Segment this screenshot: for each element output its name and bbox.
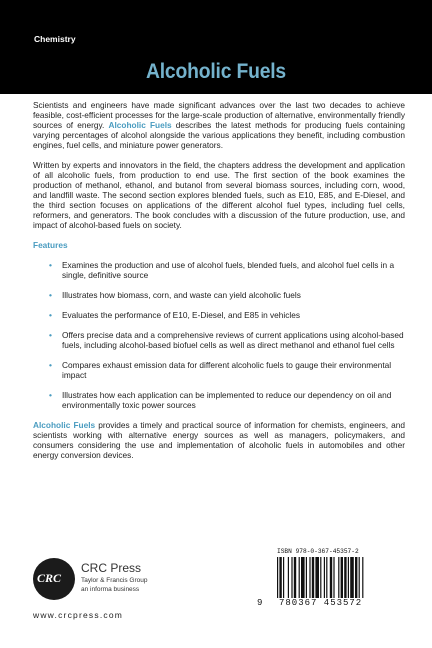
barcode-stripe bbox=[324, 557, 325, 598]
barcode-lead-digit: 9 bbox=[257, 598, 263, 608]
barcode-stripe bbox=[344, 557, 346, 598]
features-list bbox=[49, 260, 405, 410]
crc-logo-icon bbox=[33, 558, 75, 600]
bullet-icon: • bbox=[49, 310, 52, 320]
barcode-bars bbox=[277, 557, 397, 598]
feature-item bbox=[49, 360, 405, 380]
barcode-stripe bbox=[350, 557, 354, 598]
bullet-icon: • bbox=[49, 290, 52, 300]
barcode-stripe bbox=[333, 557, 334, 598]
closing-text: provides a timely and practical source of information for chemists, engineers, and scientists working with alternative energy sources as well as managers, policymakers, and consumers considering the use and implementation of alcoholic fuels in automobiles and other energy conversion devices. bbox=[33, 420, 405, 460]
feature-text: Compares exhaust emission data for different alcoholic fuels to gauge their environmental impact bbox=[62, 360, 392, 380]
description-paragraph-2: Written by experts and innovators in the field, the chapters address the development and application of all alcoholic fuels, from production to end use. The first section of the book examines the production of methanol, ethanol, and butanol from several biomass sources, including corn, wood, and landfill waste. The second section explores blended fuels, such as E10, E85, and E-Diesel, and the third section focuses on applications of the different alcohol fuel types, including fuel cells, reformers, and generators. The book concludes with a discussion of the future production, use, and impact of alcohol-based fuels on society. bbox=[33, 160, 405, 230]
header-band bbox=[0, 0, 432, 94]
barcode bbox=[257, 548, 405, 616]
feature-item bbox=[49, 390, 405, 410]
barcode-stripe bbox=[301, 557, 305, 598]
feature-item bbox=[49, 290, 405, 300]
description-text: Scientists and engineers have made significant advances over the last two decades to achieve feasible, cost-efficient processes for the large-scale production of alternative, environmentally friendly sources of energy. bbox=[33, 100, 405, 130]
isbn-label: ISBN 978-0-367-45357-2 bbox=[277, 548, 359, 555]
barcode-stripe bbox=[294, 557, 296, 598]
barcode-stripe bbox=[320, 557, 321, 598]
back-cover-text bbox=[33, 100, 405, 470]
feature-text: Illustrates how each application can be implemented to reduce our dependency on oil and environmentally toxic power sources bbox=[62, 390, 392, 410]
publisher-logo bbox=[33, 558, 183, 603]
barcode-stripe bbox=[326, 557, 327, 598]
barcode-stripe bbox=[341, 557, 343, 598]
barcode-stripe bbox=[309, 557, 310, 598]
barcode-stripe bbox=[362, 557, 363, 598]
publisher-group: Taylor & Francis Group bbox=[81, 577, 148, 584]
barcode-stripe bbox=[288, 557, 289, 598]
barcode-stripe bbox=[330, 557, 332, 598]
feature-item bbox=[49, 310, 405, 320]
bullet-icon: • bbox=[49, 360, 52, 370]
closing-paragraph bbox=[33, 420, 405, 460]
feature-text: Evaluates the performance of E10, E-Diesel, and E85 in vehicles bbox=[62, 310, 300, 320]
logo-mark-text: CRC bbox=[37, 571, 62, 585]
publisher-tagline: an informa business bbox=[81, 586, 140, 593]
title-highlight: Alcoholic Fuels bbox=[33, 420, 96, 430]
bullet-icon: • bbox=[49, 330, 52, 340]
barcode-stripe bbox=[355, 557, 357, 598]
book-title: Alcoholic Fuels bbox=[145, 60, 287, 83]
feature-text: Examines the production and use of alcohol fuels, blended fuels, and alcohol fuel cells in a single, definitive source bbox=[62, 260, 395, 280]
barcode-stripe bbox=[338, 557, 339, 598]
barcode-stripe bbox=[277, 557, 278, 598]
category-label: Chemistry bbox=[34, 34, 76, 44]
barcode-stripe bbox=[348, 557, 349, 598]
title-highlight: Alcoholic Fuels bbox=[108, 120, 172, 130]
features-heading: Features bbox=[33, 240, 68, 250]
barcode-stripe bbox=[299, 557, 300, 598]
barcode-stripe bbox=[315, 557, 319, 598]
publisher-name: CRC Press bbox=[81, 561, 142, 575]
barcode-stripe bbox=[279, 557, 281, 598]
bullet-icon: • bbox=[49, 260, 52, 270]
barcode-stripe bbox=[283, 557, 284, 598]
barcode-stripe bbox=[312, 557, 314, 598]
publisher-website: www.crcpress.com bbox=[33, 610, 124, 620]
feature-item bbox=[49, 260, 405, 280]
bullet-icon: • bbox=[49, 390, 52, 400]
barcode-stripe bbox=[291, 557, 292, 598]
barcode-stripe bbox=[306, 557, 307, 598]
barcode-digits: 780367 453572 bbox=[279, 598, 363, 608]
feature-text: Illustrates how biomass, corn, and waste can yield alcoholic fuels bbox=[62, 290, 301, 300]
feature-item bbox=[49, 330, 405, 350]
description-text: describes the latest methods for producing fuels containing varying percentages of alcohol alongside the various applications they benefit, including combustion engines, fuel cells, and miniature power generators. bbox=[33, 120, 405, 150]
barcode-stripe bbox=[359, 557, 360, 598]
feature-text: Offers precise data and a comprehensive reviews of current applications using alcohol-based fuels, including alcohol-based biofuel cells as well as direct methanol and ethanol fuel cells bbox=[62, 330, 404, 350]
description-paragraph-1 bbox=[33, 100, 405, 150]
